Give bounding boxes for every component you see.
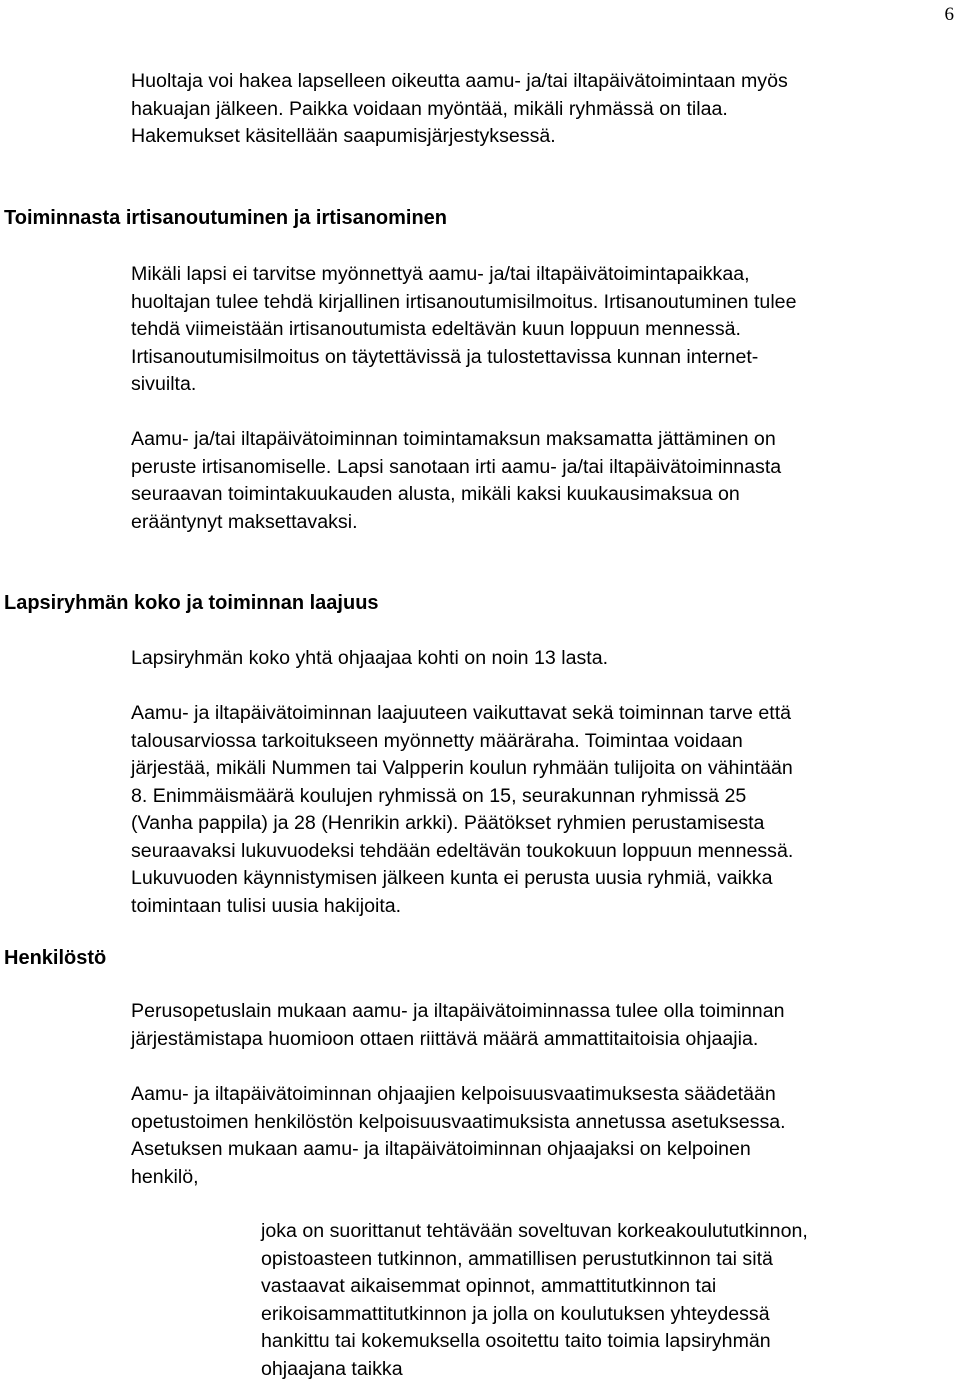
text-line: seuraavan toimintakuukauden alusta, mikäli kaksi kuukausimaksua on [131,483,740,505]
text-line: opetustoimen henkilöstön kelpoisuusvaatimuksista annetussa asetuksessa. [131,1110,786,1133]
text-line: Lukuvuoden käynnistymisen jälkeen kunta ei perusta uusia ryhmiä, vaikka [131,867,773,889]
text-line: Perusopetuslain mukaan aamu- ja iltapäivätoiminnassa tulee olla toiminnan [131,1000,785,1022]
termination-paragraph-2 [131,426,946,536]
text-line: (Vanha pappila) ja 28 (Henrikin arkki). Päätökset ryhmien perustamisesta [131,812,765,834]
text-line: 8. Enimmäismäärä koulujen ryhmissä on 15, seurakunnan ryhmissä 25 [131,784,747,807]
text-line: erääntynyt maksettavaksi. [131,510,358,533]
termination-paragraph-1 [131,261,946,399]
text-line: Mikäli lapsi ei tarvitse myönnettyä aamu- ja/tai iltapäivätoimintapaikkaa, [131,263,750,285]
text-line: sivuilta. [131,373,197,395]
page-number: 6 [944,4,954,25]
text-line: peruste irtisanomiselle. Lapsi sanotaan irti aamu- ja/tai iltapäivätoiminnasta [131,455,782,478]
text-line: erikoisammattitutkinnon ja jolla on koulutuksen yhteydessä [261,1302,770,1325]
text-line: Lapsiryhmän koko yhtä ohjaajaa kohti on noin 13 lasta. [131,647,609,669]
staff-paragraph-1 [131,998,946,1053]
text-line: henkilö, [131,1165,199,1188]
text-line: vastaavat aikaisemmat opinnot, ammattitutkinnon tai [261,1275,717,1297]
text-line: Huoltaja voi hakea lapselleen oikeutta aamu- ja/tai iltapäivätoimintaan myös [131,70,788,92]
section-heading-group-size: Lapsiryhmän koko ja toiminnan laajuus [4,592,379,614]
text-line: järjestää, mikäli Nummen tai Valpperin koulun ryhmään tulijoita on vähintään [131,757,793,779]
staff-qualification-list [261,1218,941,1383]
text-line: ohjaajana taikka [261,1357,403,1380]
staff-paragraph-2 [131,1081,946,1191]
text-line: Aamu- ja iltapäivätoiminnan laajuuteen vaikuttavat sekä toiminnan tarve että [131,702,792,724]
text-line: toimintaan tulisi uusia hakijoita. [131,894,402,917]
text-line: järjestämistapa huomioon ottaen riittävä määrä ammattitaitoisia ohjaajia. [131,1027,759,1050]
text-line: Irtisanoutumisilmoitus on täytettävissä ja tulostettavissa kunnan internet- [131,345,759,368]
text-line: Aamu- ja iltapäivätoiminnan ohjaajien kelpoisuusvaatimuksesta säädetään [131,1083,776,1105]
text-line: huoltajan tulee tehdä kirjallinen irtisanoutumisilmoitus. Irtisanoutuminen tulee [131,290,797,313]
text-line: talousarviossa tarkoitukseen myönnetty määräraha. Toimintaa voidaan [131,729,743,752]
section-heading-staff: Henkilöstö [4,947,107,969]
text-line: joka on suorittanut tehtävään soveltuvan korkeakoulututkinnon, [261,1220,808,1242]
text-line: tehdä viimeistään irtisanoutumista edeltävän kuun loppuun mennessä. [131,318,741,340]
text-line: Aamu- ja/tai iltapäivätoiminnan toimintamaksun maksamatta jättäminen on [131,428,776,450]
text-line: opistoasteen tutkinnon, ammatillisen perustutkinnon tai sitä [261,1247,773,1270]
text-line: Asetuksen mukaan aamu- ja iltapäivätoiminnan ohjaajaksi on kelpoinen [131,1138,751,1160]
intro-paragraph [131,68,946,151]
text-line: seuraavaksi lukuvuodeksi tehdään edeltävän toukokuun loppuun mennessä. [131,839,794,862]
text-line: hankittu tai kokemuksella osoitettu taito toimia lapsiryhmän [261,1330,771,1352]
group-size-paragraph-2 [131,700,946,920]
text-line: Hakemukset käsitellään saapumisjärjestyksessä. [131,125,556,147]
section-heading-termination: Toiminnasta irtisanoutuminen ja irtisanominen [4,207,448,229]
text-line: hakuajan jälkeen. Paikka voidaan myöntää, mikäli ryhmässä on tilaa. [131,97,728,120]
group-size-paragraph-1 [131,645,946,673]
